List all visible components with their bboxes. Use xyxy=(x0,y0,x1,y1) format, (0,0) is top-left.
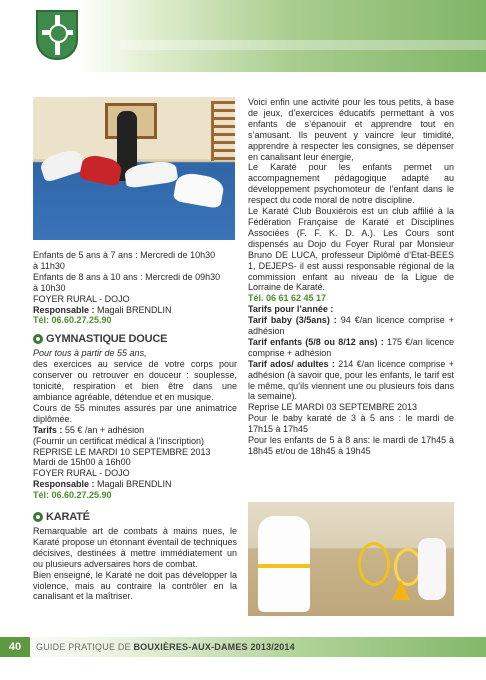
coat-of-arms-cross-icon xyxy=(36,10,78,60)
gym-responsable-name: Magali BRENDLIN xyxy=(94,479,172,490)
gym-responsable-line xyxy=(33,479,237,490)
responsable-label: Responsable : xyxy=(33,304,95,315)
right-column xyxy=(248,97,454,457)
gym-tarifs-value: 55 € /an + adhésion xyxy=(62,424,145,435)
footer-title xyxy=(36,637,295,657)
kids-schedule: Pour les enfants de 5 à 8 ans: le mardi de 17h45 à 18h45 et/ou de 18h45 à 19h45 xyxy=(248,435,454,456)
schedule-line: à 10h30 xyxy=(33,282,66,293)
gym-sessions: Cours de 55 minutes assurés par une animatrice diplômée. xyxy=(33,402,237,424)
schedule-line: Enfants de 5 ans à 7 ans : Mercredi de 10h30 xyxy=(33,250,216,260)
photo-wall-bars xyxy=(211,101,235,161)
photo-yellow-belt xyxy=(258,564,310,568)
page-number: 40 xyxy=(0,637,30,657)
photo-child xyxy=(173,171,225,209)
karate-paragraph: Bien enseigné, le Karaté ne doit pas développer la violence, mais au contraire la contrôler en la canalisant et la maîtriser. xyxy=(33,569,237,602)
gym-line: Mardi de 15h00 à 16h00 xyxy=(33,457,131,468)
flower-bullet-icon xyxy=(33,334,43,344)
reprise-line: Reprise LE MARDI 03 SEPTEMBRE 2013 xyxy=(248,402,418,413)
logo-ring xyxy=(49,24,68,43)
gym-section-title xyxy=(33,332,237,346)
tarif-item xyxy=(248,337,454,359)
responsable-name: Magali BRENDLIN xyxy=(94,304,172,315)
gym-intro: Pour tous à partir de 55 ans, xyxy=(33,348,147,359)
tarif-label: Tarif baby (3/5ans) : xyxy=(248,315,337,326)
tarif-label: Tarif enfants (5/8 ou 8/12 ans) : xyxy=(248,336,384,347)
karate-paragraph: Remarquable art de combats à mains nues, le Karaté propose un étonnant éventail de techniques décisives, destinées à mettre immédiatement un ou plusieurs adversaires hors de combat. xyxy=(33,526,237,569)
left-column xyxy=(33,250,237,602)
gymnastics-children-photo xyxy=(33,97,235,240)
footer-town: BOUXIÈRES-AUX-DAMES 2013/2014 xyxy=(133,642,295,652)
gym-responsable-label: Responsable : xyxy=(33,479,95,490)
phone-line: Tél: 06.60.27.25.90 xyxy=(33,315,112,326)
gym-line: REPRISE LE MARDI 10 SEPTEMBRE 2013 xyxy=(33,446,211,457)
karate-phone-line: Tél. 06 61 62 45 17 xyxy=(248,293,327,304)
karate-children-photo xyxy=(248,502,454,616)
flower-bullet-icon xyxy=(33,512,43,522)
photo-hoop xyxy=(358,542,390,586)
baby-schedule: Pour le baby karaté de 3 à 5 ans : le mardi de 17h15 à 17h45 xyxy=(248,413,454,435)
gym-body: des exercices au service de votre corps pour conserver ou retrouver en douceur : souplesse, tonicité, respiration et bien être dans une ambiance agréable, détendue et en musique. xyxy=(33,359,237,402)
club-paragraph: Le Karaté Club Bouxiérois est un club affilié à la Fédération Française de Karaté et Disciplines Associées (F. F. K. D. A.). Les Cours sont dispensés au Dojo du Foyer Rural par Monsieur Bruno DE LUCA, professeur Diplômé d’Etat-BEES 1, DEJEPS- il est aussi responsable régional de la commission enfant au niveau de la Ligue de Lorraine de Karaté. xyxy=(248,206,454,293)
tarifs-title: Tarifs pour l’année : xyxy=(248,304,334,315)
tarif-item xyxy=(248,315,454,337)
karate-kids-paragraph: Voici enfin une activité pour les tous petits, à base de jeux, d’exercices éducatifs permettant à vos enfants de s’épanouir et apprendre tout en s’amusant. Ils peuvent y vaincre leur timidité, apprendre à respecter les consignes, se dépenser en canalisant leur énergie, xyxy=(248,97,454,162)
tarif-label: Tarif ados/ adultes : xyxy=(248,358,335,369)
gym-title-text: GYMNASTIQUE DOUCE xyxy=(46,332,168,345)
gym-tarifs-line xyxy=(33,425,237,436)
schedule-line: à 11h30 xyxy=(33,260,65,271)
tarif-value: 214 €/an licence comprise + adhésion (à savoir que, pour les enfants, le tarif est le même, qu’ils viennent une ou plusieurs fois dans la semaine). xyxy=(248,358,454,402)
gym-line: (Fournir un certificat médical à l’inscription) xyxy=(33,435,205,446)
tarif-value: 175 €/an licence comprise + adhésion xyxy=(248,336,454,358)
gym-tarifs-label: Tarifs : xyxy=(33,424,63,435)
gym-line: FOYER RURAL - DOJO xyxy=(33,468,130,479)
responsable-line xyxy=(33,305,237,316)
schedule-line: Enfants de 8 ans à 10 ans : Mercredi de 09h30 xyxy=(33,271,221,282)
tarif-value: 94 €/an licence comprise + adhésion xyxy=(248,315,454,337)
karate-kids-paragraph: Le Karaté pour les enfants permet un accompagnement pédagogique adapté au développement psychomoteur de l’enfant dans le respect du code moral de notre discipline. xyxy=(248,162,454,206)
photo-child xyxy=(418,538,446,600)
header-stripe xyxy=(120,40,486,50)
tarif-item xyxy=(248,359,454,403)
venue-line: FOYER RURAL - DOJO xyxy=(33,293,130,304)
karate-section-title xyxy=(33,510,237,524)
karate-title-text: KARATÉ xyxy=(46,510,90,523)
footer-guide: GUIDE PRATIQUE DE xyxy=(36,642,134,652)
gym-phone-line: Tél: 06.60.27.25.90 xyxy=(33,490,112,501)
